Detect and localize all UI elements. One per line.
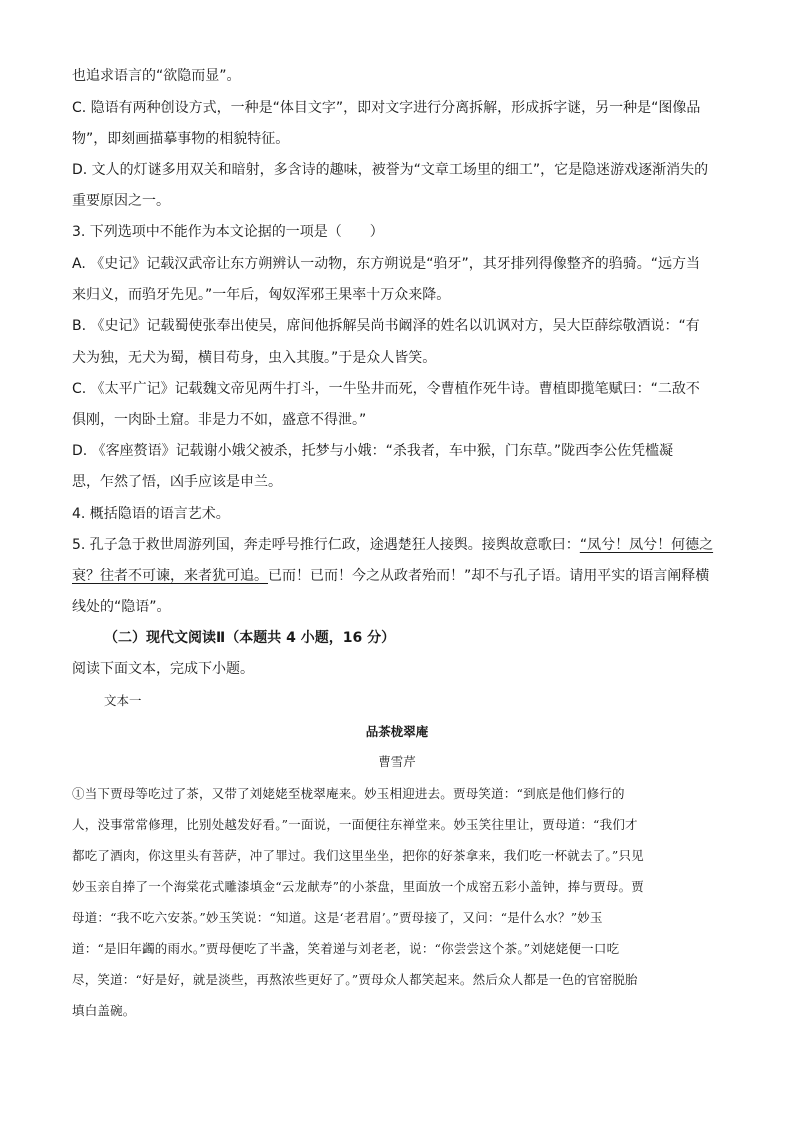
q5-underlined-quote-2: 衰？往者不可谏，来者犹可追。 (72, 568, 268, 584)
section-instruction: 阅读下面文本，完成下小题。 (72, 661, 254, 677)
section-heading: （二）现代文阅读Ⅱ（本题共 4 小题，16 分） (104, 630, 396, 646)
passage-author: 曹雪芹 (378, 754, 416, 769)
passage-line-2: 人，没事常常修理，比别处越发好看。”一面说，一面便往东禅堂来。妙玉笑往里让，贾母道：“我们才 (72, 817, 638, 832)
q3-option-b-line-1: B. 《史记》记载蜀使张奉出使吴，席间他拆解吴尚书阚泽的姓名以讥讽对方，吴大臣薛综敬酒说：“有 (72, 318, 700, 334)
q5-continuation-text: 已而！已而！今之从政者殆而！”却不与孔子语。请用平实的语言阐释横 (268, 568, 710, 584)
q5-underlined-quote-1: “凤兮！凤兮！何德之 (579, 537, 714, 553)
option-d-line-2: 重要原因之一。 (72, 193, 170, 209)
passage-title: 品茶栊翠庵 (365, 724, 429, 739)
passage-line-1: ①当下贾母等吃过了茶，又带了刘姥姥至栊翠庵来。妙玉相迎进去。贾母笑道：“到底是他们修行的 (72, 786, 625, 801)
passage-line-3: 都吃了酒肉，你这里头有菩萨，冲了罪过。我们这里坐坐，把你的好茶拿来，我们吃一杯就去了。”只见 (72, 848, 644, 863)
q3-option-c-line-1: C. 《太平广记》记载魏文帝见两牛打斗，一牛坠井而死，令曹植作死牛诗。曹植即揽笔赋曰：“二敌不 (72, 381, 700, 397)
passage-line-7: 尽，笑道：“好是好，就是淡些，再熬浓些更好了。”贾母众人都笑起来。然后众人都是一色的官窑脱胎 (72, 972, 638, 987)
question-5-line-1 (72, 535, 722, 555)
option-c-line-2: 物”，即刻画描摹事物的相貌特征。 (72, 131, 290, 147)
option-c-line-1: C. 隐语有两种创设方式，一种是“体目文字”，即对文字进行分离拆解，形成拆字谜，另一种是“图像品 (72, 100, 701, 116)
text-label: 文本一 (104, 693, 142, 708)
q3-option-a-line-1: A. 《史记》记载汉武帝让东方朔辨认一动物，东方朔说是“驺牙”，其牙排列得像整齐的驺骑。“远方当 (72, 256, 700, 272)
passage-line-8: 填白盖碗。 (72, 1003, 136, 1018)
question-5-line-3: 线处的“隐语”。 (72, 599, 171, 615)
q3-option-d-line-1: D. 《客座赘语》记载谢小娥父被杀，托梦与小娥：“杀我者，车中猴，门东草。”陇西李公佐凭槛凝 (72, 443, 674, 459)
q3-option-d-line-2: 思，乍然了悟，凶手应该是申兰。 (72, 474, 282, 490)
q3-option-b-line-2: 犬为独，无犬为蜀，横目苟身，虫入其腹。”于是众人皆笑。 (72, 350, 437, 366)
question-3: 3. 下列选项中不能作为本文论据的一项是（ ） (72, 224, 384, 240)
question-5-line-2 (72, 566, 722, 586)
passage-line-4: 妙玉亲自捧了一个海棠花式雕漆填金“云龙献寿”的小茶盘，里面放一个成窑五彩小盖钟，捧与贾母。贾 (72, 879, 644, 894)
passage-line-5: 母道：“我不吃六安茶。”妙玉笑说：“知道。这是‘老君眉’。”贾母接了，又问：“是什么水？”妙玉 (72, 910, 603, 925)
passage-line-6: 道：“是旧年蠲的雨水。”贾母便吃了半盏，笑着递与刘老老，说：“你尝尝这个茶。”刘姥姥便一口吃 (72, 941, 620, 956)
option-d-line-1: D. 文人的灯谜多用双关和暗射，多含诗的趣味，被誉为“文章工场里的细工”，它是隐迷游戏逐渐消失的 (72, 162, 709, 178)
q5-intro-text: 5. 孔子急于救世周游列国，奔走呼号推行仁政，途遇楚狂人接舆。接舆故意歌曰： (72, 537, 580, 553)
question-4: 4. 概括隐语的语言艺术。 (72, 506, 230, 522)
q3-option-a-line-2: 来归义，而驺牙先见。”一年后，匈奴浑邪王果率十万众来降。 (72, 287, 451, 303)
q3-option-c-line-2: 俱刚，一肉卧土窟。非是力不如，盛意不得泄。” (72, 412, 367, 428)
text-line-1: 也追求语言的“欲隐而显”。 (72, 68, 241, 84)
